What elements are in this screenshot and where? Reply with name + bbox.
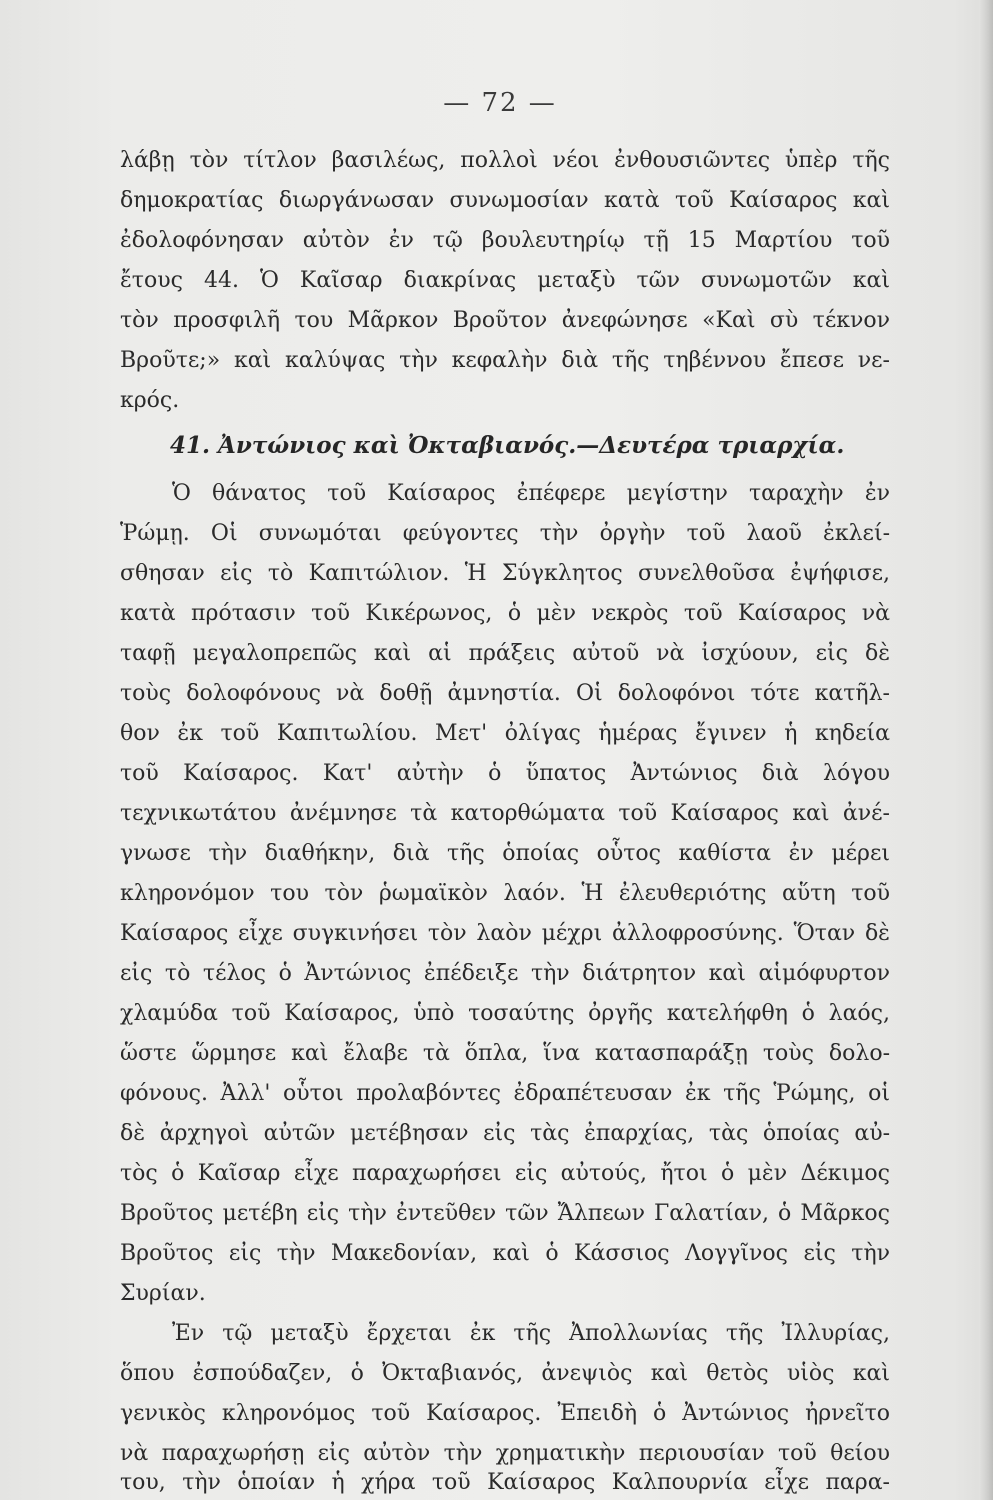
text-line: Καίσαρος εἶχε συγκινήσει τὸν λαὸν μέχρι ἀλλοφροσύνης. Ὅταν δὲ bbox=[120, 921, 890, 946]
text-line: δημοκρατίας διωργάνωσαν συνωμοσίαν κατὰ τοῦ Καίσαρος καὶ bbox=[120, 188, 890, 213]
text-line: ταφῇ μεγαλοπρεπῶς καὶ αἱ πράξεις αὐτοῦ νὰ ἰσχύουν, εἰς δὲ bbox=[120, 641, 890, 666]
text-line: Συρίαν. bbox=[120, 1281, 206, 1306]
text-line: τὸν προσφιλῆ του Μᾶρκον Βροῦτον ἀνεφώνησε «Καὶ σὺ τέκνον bbox=[120, 308, 890, 333]
text-line: εἰς τὸ τέλος ὁ Ἀντώνιος ἐπέδειξε τὴν διάτρητον καὶ αἱμόφυρτον bbox=[120, 961, 890, 986]
text-line: ἐδολοφόνησαν αὐτὸν ἐν τῷ βουλευτηρίῳ τῇ 15 Μαρτίου τοῦ bbox=[120, 228, 890, 253]
text-line: φόνους. Ἀλλ' οὗτοι προλαβόντες ἐδραπέτευσαν ἐκ τῆς Ῥώμης, οἱ bbox=[120, 1081, 890, 1106]
text-line: θον ἐκ τοῦ Καπιτωλίου. Μετ' ὀλίγας ἡμέρας ἔγινεν ἡ κηδεία bbox=[120, 721, 890, 746]
text-line: σθησαν εἰς τὸ Καπιτώλιον. Ἡ Σύγκλητος συνελθοῦσα ἐψήφισε, bbox=[120, 561, 890, 586]
text-line: ἔτους 44. Ὁ Καῖσαρ διακρίνας μεταξὺ τῶν συνωμοτῶν καὶ bbox=[120, 268, 890, 293]
text-line: Ἐν τῷ μεταξὺ ἔρχεται ἐκ τῆς Ἀπολλωνίας τῆς Ἰλλυρίας, bbox=[172, 1321, 890, 1346]
text-line: χλαμύδα τοῦ Καίσαρος, ὑπὸ τοσαύτης ὀργῆς κατελήφθη ὁ λαός, bbox=[120, 1001, 890, 1026]
section-heading bbox=[170, 430, 850, 462]
text-line: του, τὴν ὁποίαν ἡ χήρα τοῦ Καίσαρος Καλπουρνία εἶχε παρα- bbox=[120, 1470, 890, 1495]
text-line: κατὰ πρότασιν τοῦ Κικέρωνος, ὁ μὲν νεκρὸς τοῦ Καίσαρος νὰ bbox=[120, 601, 890, 626]
text-line: λάβῃ τὸν τίτλον βασιλέως, πολλοὶ νέοι ἐνθουσιῶντες ὑπὲρ τῆς bbox=[120, 148, 890, 173]
text-line: ὥστε ὥρμησε καὶ ἔλαβε τὰ ὅπλα, ἵνα κατασπαράξῃ τοὺς δολο- bbox=[120, 1041, 890, 1066]
text-line: νὰ παραχωρήσῃ εἰς αὐτὸν τὴν χρηματικὴν περιουσίαν τοῦ θείου bbox=[120, 1441, 890, 1466]
section-number: 41. bbox=[170, 432, 211, 459]
text-line: τοῦ Καίσαρος. Κατ' αὐτὴν ὁ ὕπατος Ἀντώνιος διὰ λόγου bbox=[120, 761, 890, 786]
page-number: — 72 — bbox=[443, 88, 557, 118]
text-line: Βροῦτος εἰς τὴν Μακεδονίαν, καὶ ὁ Κάσσιος Λογγῖνος εἰς τὴν bbox=[120, 1241, 890, 1266]
text-line: τοὺς δολοφόνους νὰ δοθῇ ἀμνηστία. Οἱ δολοφόνοι τότε κατῆλ- bbox=[120, 681, 890, 706]
text-line: κληρονόμον του τὸν ῥωμαϊκὸν λαόν. Ἡ ἐλευθεριότης αὕτη τοῦ bbox=[120, 881, 890, 906]
text-line: Βροῦτος μετέβη εἰς τὴν ἐντεῦθεν τῶν Ἄλπεων Γαλατίαν, ὁ Μᾶρκος bbox=[120, 1201, 890, 1226]
text-line: Ὁ θάνατος τοῦ Καίσαρος ἐπέφερε μεγίστην ταραχὴν ἐν bbox=[172, 481, 890, 506]
text-line: κρός. bbox=[120, 388, 180, 413]
text-line: γενικὸς κληρονόμος τοῦ Καίσαρος. Ἐπειδὴ ὁ Ἀντώνιος ἠρνεῖτο bbox=[120, 1401, 890, 1426]
text-line: τὸς ὁ Καῖσαρ εἶχε παραχωρήσει εἰς αὐτούς, ἤτοι ὁ μὲν Δέκιμος bbox=[120, 1161, 890, 1186]
page-edge-shadow bbox=[979, 0, 993, 1500]
section-title: Ἀντώνιος καὶ Ὀκταβιανός.—Δευτέρα τριαρχία. bbox=[218, 432, 845, 459]
text-line: ὅπου ἐσπούδαζεν, ὁ Ὀκταβιανός, ἀνεψιὸς καὶ θετὸς υἱὸς καὶ bbox=[120, 1361, 890, 1386]
text-line: Βροῦτε;» καὶ καλύψας τὴν κεφαλὴν διὰ τῆς τηβέννου ἔπεσε νε- bbox=[120, 348, 890, 373]
text-line: γνωσε τὴν διαθήκην, διὰ τῆς ὁποίας οὗτος καθίστα ἐν μέρει bbox=[120, 841, 890, 866]
text-line: τεχνικωτάτου ἀνέμνησε τὰ κατορθώματα τοῦ Καίσαρος καὶ ἀνέ- bbox=[120, 801, 890, 826]
text-line: Ῥώμῃ. Οἱ συνωμόται φεύγοντες τὴν ὀργὴν τοῦ λαοῦ ἐκλεί- bbox=[120, 521, 890, 546]
text-line: δὲ ἀρχηγοὶ αὐτῶν μετέβησαν εἰς τὰς ἐπαρχίας, τὰς ὁποίας αὐ- bbox=[120, 1121, 890, 1146]
